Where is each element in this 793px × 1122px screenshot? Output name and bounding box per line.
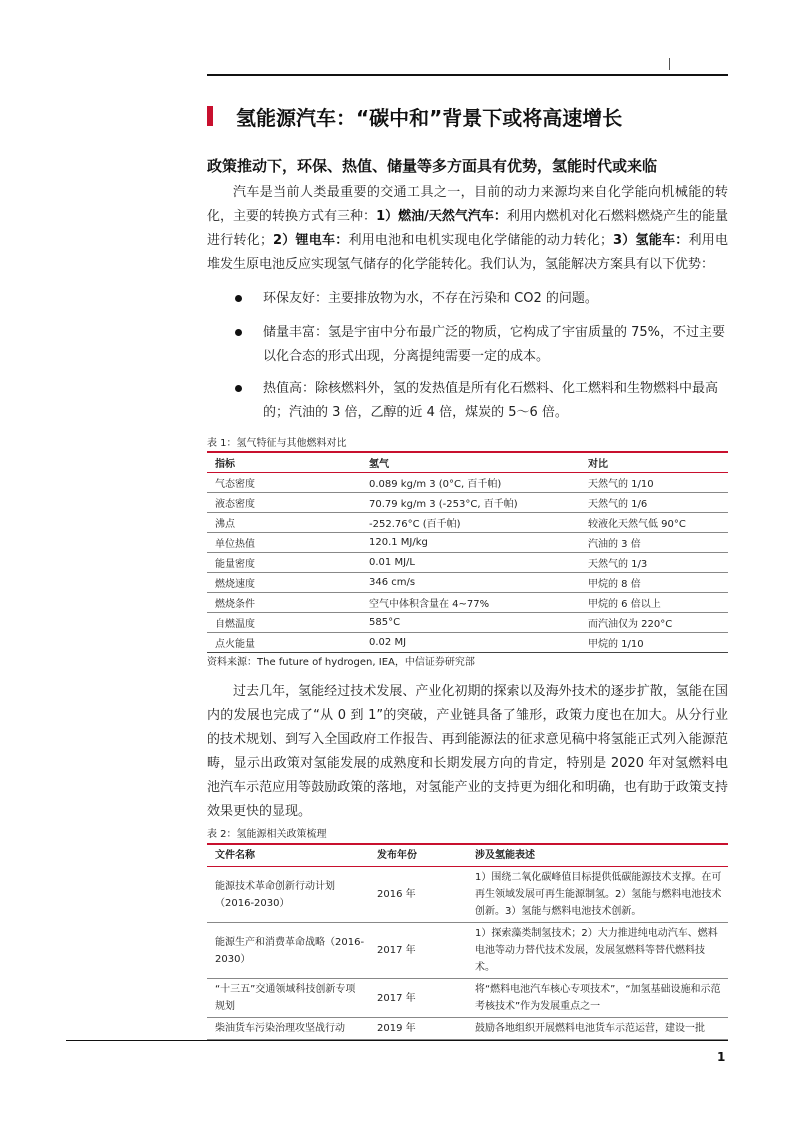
table-cell: 能源生产和消费革命战略（2016-2030） <box>215 936 365 965</box>
table-cell: 液态密度 <box>215 499 255 510</box>
table-cell: 汽油的 3 倍 <box>588 539 641 550</box>
table-row <box>207 979 728 1018</box>
table-cell: 1）探索藻类制氢技术；2）大力推进纯电动汽车、燃料电池等动力替代技术发展，发展氢燃料等替代燃料技术。 <box>475 928 718 973</box>
section-marker <box>207 106 213 126</box>
table-cell: 甲烷的 1/10 <box>588 639 644 650</box>
table-cell: 气态密度 <box>215 479 255 490</box>
table-row <box>207 633 728 653</box>
policy-paragraph: 过去几年，氢能经过技术发展、产业化初期的探索以及海外技术的逐步扩散，氢能在国内的发展也完成了“从 0 到 1”的突破，产业链具备了雏形，政策力度也在加大。从分行业的技术规划、到写入全国政府工作报告、再到能源法的征求意见稿中将氢能正式列入能源范畴，显示出政策对氢能发展的成熟度和长期发展方向的肯定，特别是 2020 年对氢燃料电池汽车示范应用等鼓励政策的落地，对氢能产业的支持更为细化和明确，也有助于政策支持效果更快的显现。 <box>207 684 728 819</box>
bullet-dot-icon <box>235 329 242 336</box>
table-header-row <box>207 844 728 867</box>
section-title: 氢能源汽车：“碳中和”背景下或将高速增长 <box>236 106 623 130</box>
bullet-item: 环保友好：主要排放物为水，不存在污染和 CO2 的问题。 <box>236 287 728 311</box>
header-rule <box>207 74 728 76</box>
column-header: 指标 <box>207 452 361 473</box>
table-cell: 0.089 kg/m 3 (0°C, 百千帕) <box>369 479 502 490</box>
column-header: 发布年份 <box>377 850 417 861</box>
intro-paragraph: 汽车是当前人类最重要的交通工具之一，目前的动力来源均来自化学能向机械能的转化，主要的转换方式有三种：1）燃油/天然气汽车：利用内燃机对化石燃料燃烧产生的能量进行转化；2）锂电车：利用电池和电机实现电化学储能的动力转化；3）氢能车：利用电堆发生原电池反应实现氢气储存的化学能转化。我们认为，氢能解决方案具有以下优势： <box>207 185 728 272</box>
table-cell: “十三五”交通领域科技创新专项规划 <box>215 984 356 1012</box>
table-cell: 70.79 kg/m 3 (-253°C, 百千帕) <box>369 499 518 510</box>
table-cell: 天然气的 1/10 <box>588 479 654 490</box>
table-row <box>207 553 728 573</box>
table-row <box>207 493 728 513</box>
table-cell: 空气中体积含量在 4~77% <box>369 599 490 610</box>
table-cell: 1）围绕二氧化碳峰值目标提供低碳能源技术支撑。在可再生领域发展可再生能源制氢。2）氢能与燃料电池技术创新。3）氢能与燃料电池技术创新。 <box>475 872 722 917</box>
table-cell: 2017 年 <box>377 945 416 956</box>
bullet-dot-icon <box>235 385 242 392</box>
table-cell: 甲烷的 8 倍 <box>588 579 641 590</box>
table-header-row <box>207 452 728 473</box>
table-cell: 燃烧条件 <box>215 599 255 610</box>
table-cell: 2016 年 <box>377 889 416 900</box>
table-cell: 沸点 <box>215 519 235 530</box>
table1-caption: 表 1：氢气特征与其他燃料对比 <box>207 438 347 449</box>
bullet-dot-icon <box>235 295 242 302</box>
table-cell: 而汽油仅为 220°C <box>588 619 673 630</box>
table-cell: 346 cm/s <box>369 577 416 588</box>
column-header: 涉及氢能表述 <box>475 850 535 861</box>
policy-table <box>207 843 728 1040</box>
bullet-item: 热值高：除核燃料外，氢的发热值是所有化石燃料、化工燃料和生物燃料中最高的；汽油的 3 倍，乙醇的近 4 倍，煤炭的 5～6 倍。 <box>236 377 728 425</box>
table-row <box>207 613 728 633</box>
table2-caption: 表 2：氢能源相关政策梳理 <box>207 829 327 840</box>
table-cell: 天然气的 1/3 <box>588 559 648 570</box>
table-cell: 燃烧速度 <box>215 579 255 590</box>
table-cell: 585°C <box>369 617 401 628</box>
column-header: 对比 <box>580 452 728 473</box>
column-header: 文件名称 <box>215 850 255 861</box>
table-cell: 能源技术革命创新行动计划（2016-2030） <box>215 880 335 909</box>
table-row <box>207 1018 728 1040</box>
table-cell: 2019 年 <box>377 1023 416 1034</box>
table-cell: 天然气的 1/6 <box>588 499 648 510</box>
table-cell: 鼓励各地组织开展燃料电池货车示范运营，建设一批 <box>475 1023 705 1034</box>
column-header: 氢气 <box>361 452 580 473</box>
footer-rule <box>66 1040 728 1041</box>
header-divider-mark <box>669 58 670 70</box>
table-cell: 甲烷的 6 倍以上 <box>588 599 661 610</box>
table-cell: 单位热值 <box>215 539 255 550</box>
table-cell: 点火能量 <box>215 639 255 650</box>
bullet-item: 储量丰富：氢是宇宙中分布最广泛的物质，它构成了宇宙质量的 75%，不过主要以化合态的形式出现，分离提纯需要一定的成本。 <box>236 321 728 369</box>
table-cell: 2017 年 <box>377 992 416 1004</box>
table-row <box>207 533 728 553</box>
table1-source: 资料来源：The future of hydrogen, IEA，中信证券研究部 <box>207 657 475 668</box>
table-cell: 自燃温度 <box>215 619 255 630</box>
table-cell: 较液化天然气低 90°C <box>588 519 686 530</box>
table-cell: 柴油货车污染治理攻坚战行动 <box>215 1023 345 1034</box>
table-cell: 0.02 MJ <box>369 637 407 648</box>
table-cell: 120.1 MJ/kg <box>369 537 428 548</box>
subsection-title: 政策推动下，环保、热值、储量等多方面具有优势，氢能时代或来临 <box>207 157 658 175</box>
page-number: 1 <box>717 1050 726 1064</box>
table-cell: 能量密度 <box>215 559 255 570</box>
table-cell: -252.76°C (百千帕) <box>369 519 461 530</box>
table-row <box>207 513 728 533</box>
table-row <box>207 867 728 923</box>
table-row <box>207 593 728 613</box>
table-row <box>207 573 728 593</box>
table-cell: 将“燃料电池汽车核心专项技术”，“加氢基础设施和示范考核技术”作为发展重点之一 <box>475 984 721 1012</box>
table-cell: 0.01 MJ/L <box>369 557 415 568</box>
fuel-comparison-table <box>207 451 728 653</box>
table-row <box>207 923 728 979</box>
table-row <box>207 473 728 493</box>
